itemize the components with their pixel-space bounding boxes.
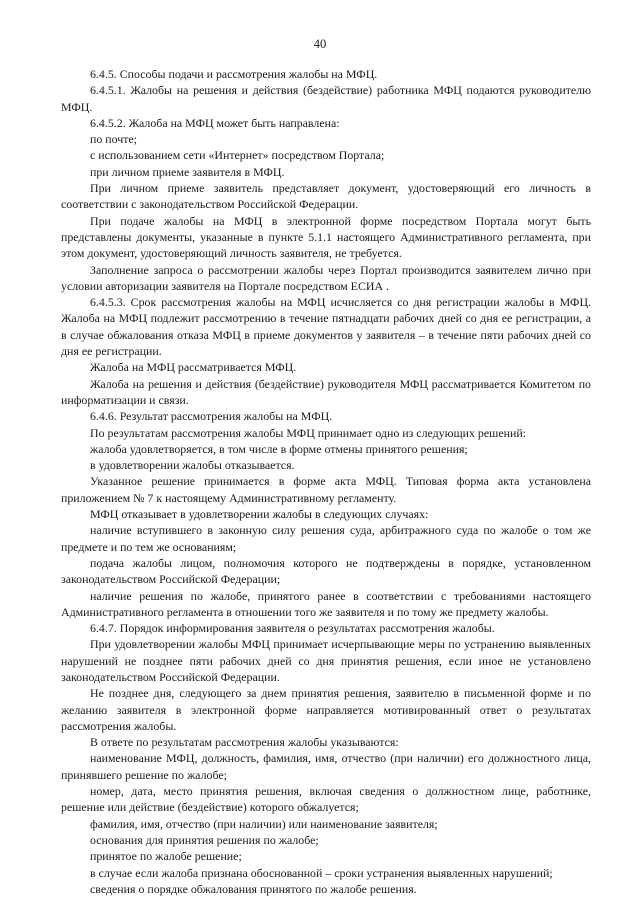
paragraph: 6.4.6. Результат рассмотрения жалобы на МФЦ. <box>90 409 333 424</box>
paragraph: 6.4.5. Способы подачи и рассмотрения жалобы на МФЦ. <box>90 67 378 81</box>
paragraph: 6.4.7. Порядок информирования заявителя о результатах рассмотрения жалобы. <box>90 621 495 636</box>
paragraph: 6.4.5.2. Жалоба на МФЦ может быть направлена: <box>90 115 340 130</box>
paragraph: 6.4.5.3. Срок рассмотрения жалобы на МФЦ исчисляется со дня регистрации жалобы в МФЦ. Жалоба на МФЦ подлежит рассмотрению в течение пятнадцати рабочих дней со дня ее регистрации, а в случае обжалования отказа МФЦ в приеме документов у заявителя – в течение пяти рабочих дней со дня ее регистрации. <box>61 295 591 359</box>
paragraph: в случае если жалоба признана обоснованной – сроки устранения выявленных нарушений; <box>90 865 553 880</box>
paragraph: по почте; <box>90 132 138 147</box>
paragraph: наличие решения по жалобе, принятого ранее в соответствии с требованиями настоящего Административного регламента в отношении того же заявителя и по тому же предмету жалобы. <box>61 588 591 619</box>
paragraph: В ответе по результатам рассмотрения жалобы указываются: <box>90 735 399 750</box>
paragraph: Жалоба на решения и действия (бездействие) руководителя МФЦ рассматривается Комитетом по информатизации и связи. <box>61 376 591 407</box>
paragraph: наименование МФЦ, должность, фамилия, имя, отчество (при наличии) его должностного лица, принявшего решение по жалобе; <box>61 751 591 782</box>
paragraph: принятое по жалобе решение; <box>90 849 242 864</box>
paragraph: с использованием сети «Интернет» посредством Портала; <box>90 148 385 163</box>
paragraph: при личном приеме заявителя в МФЦ. <box>90 164 285 179</box>
paragraph: жалоба удовлетворяется, в том числе в форме отмены принятого решения; <box>90 441 468 456</box>
paragraph: При удовлетворении жалобы МФЦ принимает исчерпывающие меры по устранению выявленных нарушений не позднее пяти рабочих дней со дня принятия решения, если иное не установлено законодательством Российской Федерации. <box>61 637 591 684</box>
paragraph: По результатам рассмотрения жалобы МФЦ принимает одно из следующих решений: <box>90 425 526 440</box>
paragraph: фамилия, имя, отчество (при наличии) или наименование заявителя; <box>90 816 438 831</box>
paragraph: Не позднее дня, следующего за днем принятия решения, заявителю в письменной форме и по желанию заявителя в электронной форме направляется мотивированный ответ о результатах рассмотрения жалобы. <box>61 686 591 733</box>
paragraph: Жалоба на МФЦ рассматривается МФЦ. <box>90 360 297 375</box>
paragraph: При подаче жалобы на МФЦ в электронной форме посредством Портала могут быть представлены документы, указанные в пункте 5.1.1 настоящего Административного регламента, при этом документ, удостоверяющий личность заявителя, не требуется. <box>61 213 591 261</box>
page-number: 40 <box>313 37 327 51</box>
paragraph: основания для принятия решения по жалобе; <box>90 832 319 847</box>
paragraph: номер, дата, место принятия решения, включая сведения о должностном лице, работнике, решение или действие (бездействие) которого обжалуется; <box>61 784 591 815</box>
paragraph: сведения о порядке обжалования принятого по жалобе решения. <box>90 881 417 896</box>
document-body <box>61 66 591 897</box>
paragraph: 6.4.5.1. Жалобы на решения и действия (бездействие) работника МФЦ подаются руководителю МФЦ. <box>61 83 591 114</box>
paragraph: МФЦ отказывает в удовлетворении жалобы в следующих случаях: <box>90 507 429 522</box>
paragraph: подача жалобы лицом, полномочия которого не подтверждены в порядке, установленном законодательством Российской Федерации; <box>61 555 591 587</box>
paragraph: Заполнение запроса о рассмотрении жалобы через Портал производится заявителем лично при условии авторизации заявителя на Портале посредством ЕСИА . <box>61 262 591 293</box>
paragraph: При личном приеме заявитель представляет документ, удостоверяющий его личность в соответствии с законодательством Российской Федерации. <box>61 181 591 212</box>
paragraph: наличие вступившего в законную силу решения суда, арбитражного суда по жалобе о том же предмете и по тем же основаниям; <box>61 523 591 554</box>
paragraph: Указанное решение принимается в форме акта МФЦ. Типовая форма акта установлена приложением № 7 к настоящему Административному регламенту. <box>61 474 591 505</box>
paragraph: в удовлетворении жалобы отказывается. <box>90 458 295 473</box>
